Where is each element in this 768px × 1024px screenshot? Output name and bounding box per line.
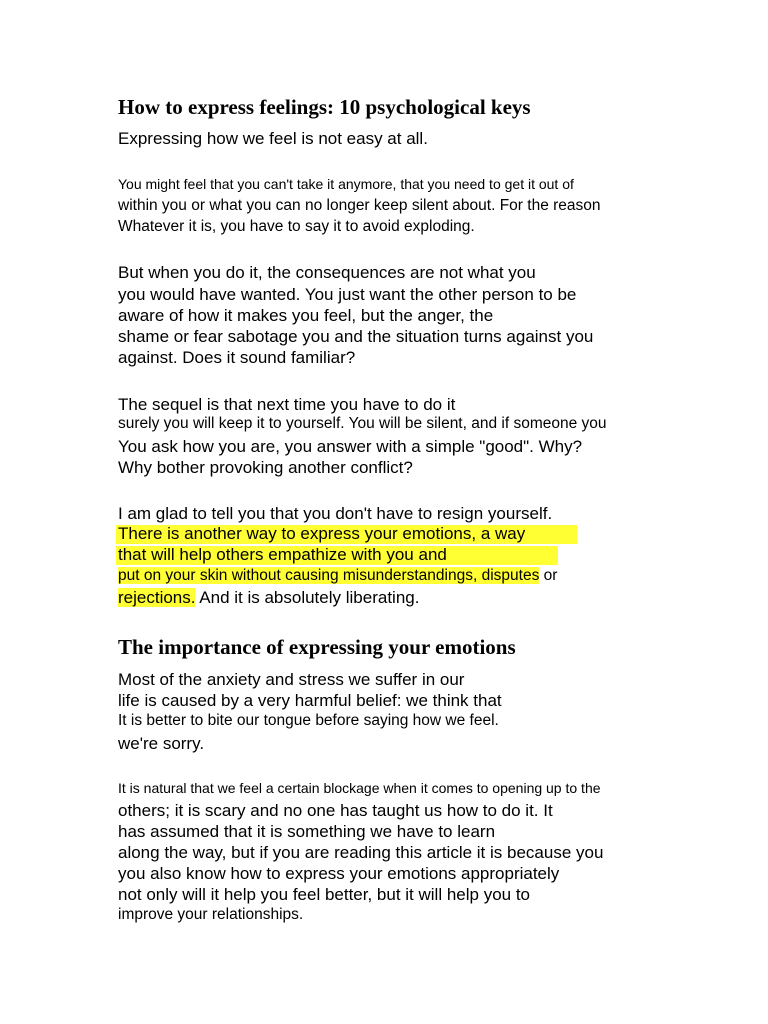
intro-sentence: Expressing how we feel is not easy at all. — [118, 129, 428, 148]
section-2-paragraph-2-line-6: not only will it help you feel better, but it will help you to — [118, 885, 531, 904]
paragraph-4-line-4 — [118, 568, 557, 584]
section-2-paragraph-2-line-3: has assumed that it is something we have to learn — [118, 822, 496, 841]
section-2-paragraph-1-line-2: life is caused by a very harmful belief: we think that — [118, 691, 502, 710]
paragraph-4-line-1: I am glad to tell you that you don't have to resign yourself. — [118, 504, 553, 523]
section-2-paragraph-1-line-4: we're sorry. — [118, 734, 205, 753]
heading-importance-of-expressing-emotions: The importance of expressing your emotions — [118, 635, 516, 659]
section-2-paragraph-1-line-1: Most of the anxiety and stress we suffer in our — [118, 670, 465, 689]
highlighted-line-1: There is another way to express your emotions, a way — [116, 525, 577, 544]
section-2-paragraph-2-line-1: It is natural that we feel a certain blockage when it comes to opening up to the — [118, 780, 601, 796]
paragraph-1-line-3: Whatever it is, you have to say it to avoid exploding. — [118, 218, 475, 235]
paragraph-4-line-4-rest: or — [539, 567, 558, 584]
section-2-paragraph-1-line-3: It is better to bite our tongue before saying how we feel. — [118, 712, 499, 729]
paragraph-1-line-1: You might feel that you can't take it anymore, that you need to get it out of — [118, 176, 574, 192]
paragraph-3-line-4: Why bother provoking another conflict? — [118, 458, 413, 477]
paragraph-3-line-1: The sequel is that next time you have to do it — [118, 395, 456, 414]
paragraph-1-line-2: within you or what you can no longer keep silent about. For the reason — [118, 197, 601, 214]
paragraph-2-line-3: aware of how it makes you feel, but the anger, the — [118, 306, 494, 325]
paragraph-2-line-5: against. Does it sound familiar? — [118, 348, 356, 367]
highlighted-line-2: that will help others empathize with you and — [116, 546, 558, 565]
section-2-paragraph-2-line-5: you also know how to express your emotions appropriately — [118, 864, 560, 883]
paragraph-4-line-5 — [118, 589, 419, 606]
paragraph-4-line-5-rest: And it is absolutely liberating. — [195, 588, 420, 607]
section-2-paragraph-2-line-7: improve your relationships. — [118, 906, 304, 923]
highlighted-text-4: rejections. — [118, 588, 196, 607]
paragraph-3-line-3: You ask how you are, you answer with a simple "good". Why? — [118, 437, 583, 456]
section-2-paragraph-2-line-2: others; it is scary and no one has taught us how to do it. It — [118, 801, 553, 820]
paragraph-3-line-2: surely you will keep it to yourself. You will be silent, and if someone you — [118, 415, 607, 432]
heading-how-to-express-feelings: How to express feelings: 10 psychological keys — [118, 95, 531, 119]
paragraph-2-line-4: shame or fear sabotage you and the situation turns against you — [118, 327, 594, 346]
highlighted-text-3: put on your skin without causing misunderstandings, disputes — [118, 567, 540, 584]
section-2-paragraph-2-line-4: along the way, but if you are reading this article it is because you — [118, 843, 604, 862]
paragraph-2-line-2: you would have wanted. You just want the other person to be — [118, 285, 577, 304]
paragraph-2-line-1: But when you do it, the consequences are not what you — [118, 263, 536, 282]
